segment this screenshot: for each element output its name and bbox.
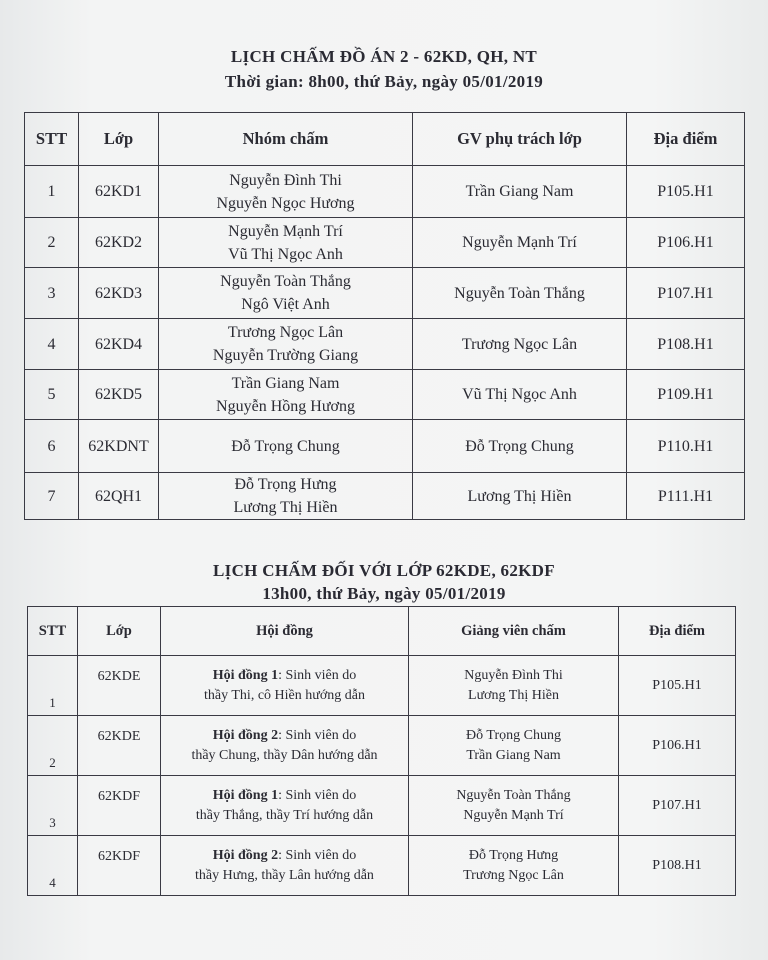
giang-vien-name: Nguyễn Đình Thi <box>464 667 563 683</box>
nhom-cham-name: Trương Ngọc Lân <box>227 324 344 341</box>
cell-lop: 62QH1 <box>79 473 159 520</box>
hoi-dong-desc: : Sinh viên do <box>278 727 357 743</box>
cell-dia-diem: P108.H1 <box>619 836 736 896</box>
cell-hoi-dong <box>161 716 409 776</box>
giang-vien-name: Lương Thị Hiền <box>468 687 559 703</box>
cell-giang-vien-cham <box>409 836 619 896</box>
cell-gv-phu-trach: Nguyễn Mạnh Trí <box>413 218 627 268</box>
cell-dia-diem: P105.H1 <box>619 656 736 716</box>
cell-dia-diem: P107.H1 <box>619 776 736 836</box>
cell-gv-phu-trach: Trương Ngọc Lân <box>413 319 627 370</box>
nhom-cham-name: Nguyễn Đình Thi <box>229 171 342 189</box>
cell-stt <box>28 716 78 776</box>
cell-lop: 62KD4 <box>79 319 159 370</box>
section1-subtitle: Thời gian: 8h00, thứ Bảy, ngày 05/01/2019 <box>224 72 544 91</box>
hoi-dong-number: Hội đồng 1 <box>212 787 279 803</box>
cell-giang-vien-cham <box>409 776 619 836</box>
giang-vien-name: Đỗ Trọng Chung <box>466 727 561 743</box>
nhom-cham-name: Nguyễn Toàn Thắng <box>220 273 351 290</box>
cell-gv-phu-trach: Đỗ Trọng Chung <box>413 420 627 473</box>
stt-number: 2 <box>49 755 56 770</box>
hoi-dong-number: Hội đồng 2 <box>212 847 279 863</box>
cell-stt: 3 <box>25 268 79 319</box>
cell-nhom-cham <box>159 473 413 520</box>
table-row <box>28 656 736 716</box>
hoi-dong-advisors: thầy Hưng, thầy Lân hướng dẫn <box>195 867 374 883</box>
table-row <box>28 836 736 896</box>
cell-giang-vien-cham <box>409 716 619 776</box>
cell-lop: 62KDNT <box>79 420 159 473</box>
stt-number: 1 <box>49 695 56 710</box>
nhom-cham-name: Ngô Việt Anh <box>241 296 330 313</box>
cell-hoi-dong <box>161 656 409 716</box>
cell-lop: 62KD5 <box>79 370 159 420</box>
giang-vien-name: Trương Ngọc Lân <box>463 867 564 883</box>
header-nhom-cham: Nhóm chấm <box>159 113 413 166</box>
cell-nhom-cham <box>159 218 413 268</box>
cell-stt <box>28 776 78 836</box>
table-header-row <box>25 113 745 166</box>
nhom-cham-name: Nguyễn Mạnh Trí <box>228 222 343 240</box>
cell-nhom-cham <box>159 166 413 218</box>
table-row <box>28 716 736 776</box>
cell-dia-diem: P108.H1 <box>627 319 745 370</box>
stt-number: 3 <box>49 815 56 830</box>
header-dia-diem: Địa điểm <box>619 607 736 656</box>
cell-nhom-cham <box>159 319 413 370</box>
table-row <box>25 268 745 319</box>
cell-gv-phu-trach: Vũ Thị Ngọc Anh <box>413 370 627 420</box>
giang-vien-name: Nguyễn Toàn Thắng <box>456 787 571 803</box>
header-lop: Lớp <box>79 113 159 166</box>
cell-lop <box>78 836 161 896</box>
cell-nhom-cham <box>159 420 413 473</box>
giang-vien-name: Trần Giang Nam <box>466 747 561 763</box>
cell-stt: 4 <box>25 319 79 370</box>
table-row <box>28 776 736 836</box>
cell-nhom-cham <box>159 268 413 319</box>
table-header-row <box>28 607 736 656</box>
nhom-cham-name: Vũ Thị Ngọc Anh <box>228 245 343 263</box>
hoi-dong-desc: : Sinh viên do <box>278 667 357 683</box>
lop-code: 62KDE <box>97 668 141 684</box>
cell-lop: 62KD2 <box>79 218 159 268</box>
cell-gv-phu-trach: Trần Giang Nam <box>413 166 627 218</box>
header-gv-phu-trach: GV phụ trách lớp <box>413 113 627 166</box>
nhom-cham-name: Nguyễn Trường Giang <box>212 347 359 364</box>
nhom-cham-name: Nguyễn Hồng Hương <box>216 397 355 415</box>
stt-number: 4 <box>49 875 56 890</box>
giang-vien-name: Nguyễn Mạnh Trí <box>463 807 564 823</box>
cell-stt <box>28 836 78 896</box>
lop-code: 62KDF <box>97 848 140 864</box>
giang-vien-name: Đỗ Trọng Hưng <box>468 847 559 863</box>
cell-dia-diem: P106.H1 <box>619 716 736 776</box>
cell-dia-diem: P106.H1 <box>627 218 745 268</box>
cell-dia-diem: P110.H1 <box>627 420 745 473</box>
cell-stt <box>28 656 78 716</box>
cell-gv-phu-trach: Lương Thị Hiền <box>413 473 627 520</box>
table-row <box>25 319 745 370</box>
header-stt: STT <box>25 113 79 166</box>
cell-stt: 1 <box>25 166 79 218</box>
table-row <box>25 420 745 473</box>
header-stt: STT <box>28 607 78 656</box>
table-row <box>25 370 745 420</box>
header-dia-diem: Địa điểm <box>627 113 745 166</box>
section2-title: LỊCH CHẤM ĐỐI VỚI LỚP 62KDE, 62KDF <box>213 561 555 580</box>
cell-hoi-dong <box>161 836 409 896</box>
header-giang-vien-cham: Giảng viên chấm <box>409 607 619 656</box>
table-row <box>25 166 745 218</box>
cell-lop <box>78 656 161 716</box>
cell-lop <box>78 776 161 836</box>
header-hoi-dong: Hội đồng <box>161 607 409 656</box>
hoi-dong-number: Hội đồng 1 <box>212 667 279 683</box>
cell-lop <box>78 716 161 776</box>
cell-dia-diem: P109.H1 <box>627 370 745 420</box>
schedule-table-2 <box>27 606 736 896</box>
hoi-dong-desc: : Sinh viên do <box>278 847 357 863</box>
schedule-table-1 <box>24 112 745 520</box>
nhom-cham-name: Trần Giang Nam <box>231 374 340 392</box>
header-lop: Lớp <box>78 607 161 656</box>
cell-stt: 7 <box>25 473 79 520</box>
cell-gv-phu-trach: Nguyễn Toàn Thắng <box>413 268 627 319</box>
cell-dia-diem: P105.H1 <box>627 166 745 218</box>
cell-giang-vien-cham <box>409 656 619 716</box>
cell-lop: 62KD3 <box>79 268 159 319</box>
cell-stt: 2 <box>25 218 79 268</box>
cell-stt: 6 <box>25 420 79 473</box>
cell-lop: 62KD1 <box>79 166 159 218</box>
nhom-cham-name: Đỗ Trọng Hưng <box>234 476 337 493</box>
section2-subtitle: 13h00, thứ Bảy, ngày 05/01/2019 <box>262 584 506 603</box>
cell-dia-diem: P111.H1 <box>627 473 745 520</box>
hoi-dong-number: Hội đồng 2 <box>212 727 279 743</box>
lop-code: 62KDF <box>97 788 140 804</box>
hoi-dong-advisors: thầy Chung, thầy Dân hướng dẫn <box>191 747 378 763</box>
lop-code: 62KDE <box>97 728 141 744</box>
hoi-dong-advisors: thầy Thi, cô Hiền hướng dẫn <box>204 687 365 703</box>
section1-title: LỊCH CHẤM ĐỒ ÁN 2 - 62KD, QH, NT <box>230 47 538 66</box>
nhom-cham-name: Nguyễn Ngọc Hương <box>216 194 355 212</box>
table-row <box>25 473 745 520</box>
nhom-cham-name: Đỗ Trọng Chung <box>231 437 340 455</box>
cell-stt: 5 <box>25 370 79 420</box>
nhom-cham-name: Lương Thị Hiền <box>233 499 338 516</box>
cell-dia-diem: P107.H1 <box>627 268 745 319</box>
cell-nhom-cham <box>159 370 413 420</box>
hoi-dong-desc: : Sinh viên do <box>278 787 357 803</box>
cell-hoi-dong <box>161 776 409 836</box>
hoi-dong-advisors: thầy Thắng, thầy Trí hướng dẫn <box>195 807 374 823</box>
table-row <box>25 218 745 268</box>
